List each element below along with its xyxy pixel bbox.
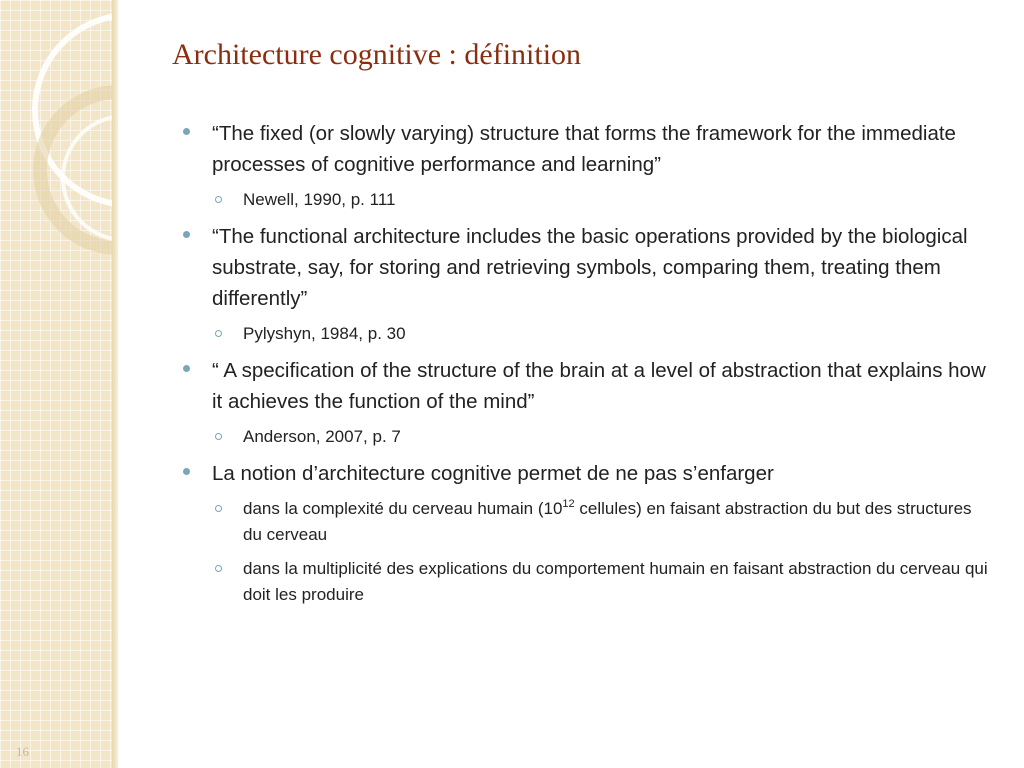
bullet-text: “ A specification of the structure of the brain at a level of abstraction that explains how it achieves the function of the mind”	[212, 359, 986, 413]
slide-title: Architecture cognitive : définition	[172, 38, 582, 71]
sub-bullet-text: Pylyshyn, 1984, p. 30	[243, 324, 406, 343]
bullet-item	[180, 458, 995, 489]
sub-bullet-text-part: dans la complexité du cerveau humain (10	[243, 499, 563, 518]
bullet-text: “The functional architecture includes the basic operations provided by the biological substrate, say, for storing and retrieving symbols, comparing them, treating them differently”	[212, 225, 968, 310]
bullet-text: La notion d’architecture cognitive permet de ne pas s’enfarger	[212, 462, 774, 485]
decorative-arcs	[0, 0, 112, 768]
ring-bullet-icon	[215, 505, 222, 512]
sub-bullet-item	[180, 321, 995, 347]
ring-bullet-icon	[215, 330, 222, 337]
ring-bullet-icon	[215, 196, 222, 203]
ring-bullet-icon	[215, 565, 222, 572]
bullet-dot-icon	[183, 365, 190, 372]
bullet-item	[180, 355, 995, 417]
slide-number: 16	[16, 744, 29, 759]
ring-bullet-icon	[215, 433, 222, 440]
bullet-item	[180, 221, 995, 314]
bullet-text: “The fixed (or slowly varying) structure that forms the framework for the immediate processes of cognitive performance and learning”	[212, 122, 956, 176]
sub-bullet-text: Anderson, 2007, p. 7	[243, 427, 401, 446]
bullet-item	[180, 118, 995, 180]
sub-bullet-text: dans la multiplicité des explications du comportement humain en faisant abstraction du cerveau qui doit les produire	[243, 559, 988, 604]
bullet-dot-icon	[183, 231, 190, 238]
sub-bullet-item	[180, 496, 995, 548]
sub-bullet-text-part: cellules) en faisant abstraction du but des structures du cerveau	[243, 499, 972, 544]
bullet-dot-icon	[183, 128, 190, 135]
bullet-dot-icon	[183, 468, 190, 475]
side-band-edge	[112, 0, 118, 768]
sub-bullet-item	[180, 424, 995, 450]
sub-bullet-item	[180, 556, 995, 608]
sub-bullet-text: Newell, 1990, p. 111	[243, 190, 396, 209]
sub-bullet-item	[180, 187, 995, 213]
exponent: 12	[562, 498, 575, 510]
decorative-side-band	[0, 0, 112, 768]
slide-content	[180, 118, 995, 616]
